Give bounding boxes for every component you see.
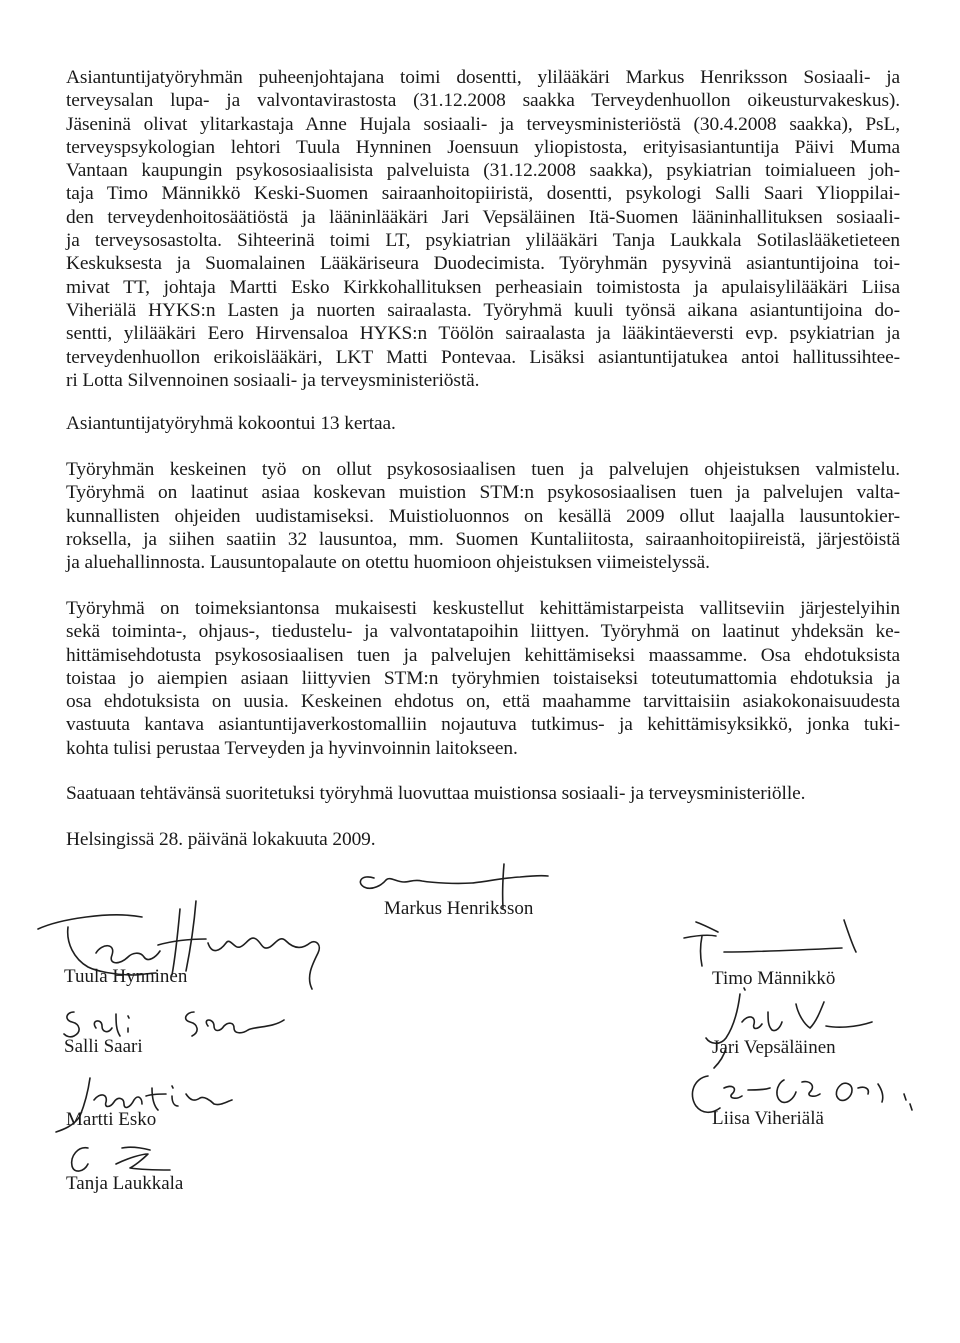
signatory-name: Timo Männikkö xyxy=(712,968,836,989)
text-line: ri Lotta Silvennoinen sosiaali- ja terveysministeriöstä. xyxy=(66,369,480,391)
text-line: sekä toiminta-, ohjaus-, tiedustelu- ja valvontatapoihin liittyen. Työryhmä on laatinut yhdeksän ke- xyxy=(66,621,900,643)
text-line: Asiantuntijatyöryhmän puheenjohtajana toimi dosentti, ylilääkäri Markus Henriksson Sosiaali- ja xyxy=(66,67,900,88)
text-line: Työryhmän keskeinen työ on ollut psykososiaalisen tuen ja palvelujen ohjeistuksen valmistelu. xyxy=(66,459,900,480)
text-line: Työryhmä on laatinut asiaa koskevan muistion STM:n psykososiaalisen tuen ja palvelujen valta- xyxy=(66,482,900,504)
signatory-name: Markus Henriksson xyxy=(384,898,534,919)
text-line: Jäseninä olivat ylitarkastaja Anne Hujala sosiaali- ja terveysministeriöstä (30.4.2008 saakka), PsL, xyxy=(66,113,900,135)
text-line: taja Timo Männikkö Keski-Suomen sairaanhoitopiiristä, dosentti, psykologi Salli Saari Ylioppilai- xyxy=(66,183,900,205)
text-line: roksella, ja siihen saatiin 32 lausuntoa, mm. Suomen Kuntaliitosta, sairaanhoitopiireistä, järjestöistä xyxy=(66,528,900,550)
text-line: ja aluehallinnosta. Lausuntopalaute on otettu huomioon ohjeistuksen viimeistelyssä. xyxy=(66,552,710,574)
paragraph-proposals xyxy=(66,597,900,760)
text-line: Keskuksesta ja Suomalainen Lääkäriseura Duodecimista. Työryhmän pysyvinä asiantuntijoina toi- xyxy=(66,253,900,275)
signature-timo-mannikko xyxy=(680,910,880,970)
paragraph-main-work xyxy=(66,458,900,574)
text-line: Saatuaan tehtävänsä suoritetuksi työryhmä luovuttaa muistionsa sosiaali- ja terveysministeriölle. xyxy=(66,783,806,804)
signatory-name: Liisa Viheriälä xyxy=(712,1108,824,1129)
text-line: hittämisehdotusta psykososiaalisen tuen ja palvelujen kehittämiseksi maassamme. Osa ehdotuksista xyxy=(66,644,900,666)
signatory-name: Tuula Hynninen xyxy=(64,966,188,987)
paragraph-handover xyxy=(66,782,900,805)
text-line: den terveydenhoitosäätiöstä ja lääninlääkäri Jari Vepsäläinen Itä-Suomen lääninhallituksen sosiaali- xyxy=(66,206,900,228)
text-line: toistaa jo aiempien asiaan liittyvien STM:n työryhmien toistaiseksi toteutumattomia ehdotuksia ja xyxy=(66,667,900,689)
text-line: mivat TT, johtaja Martti Esko Kirkkohallituksen perheasiain toimistosta ja apulaisylilääkäri Liisa xyxy=(66,276,900,298)
text-line: osa ehdotuksista on uusia. Keskeinen ehdotus on, että maahamme tarvittaisiin asiakokonaisuudesta xyxy=(66,691,900,713)
signatory-name: Martti Esko xyxy=(66,1109,157,1130)
place-and-date xyxy=(66,828,900,851)
text-line: kohta tulisi perustaa Terveyden ja hyvinvoinnin laitokseen. xyxy=(66,737,518,759)
text-line: terveysalan lupa- ja valvontavirastosta (31.12.2008 saakka Terveydenhuollon oikeusturvakeskus). xyxy=(66,90,900,112)
text-line: ja terveysosastolta. Sihteerinä toimi LT, psykiatrian ylilääkäri Tanja Laukkala Sotilaslääketieteen xyxy=(66,230,900,252)
paragraph-meetings xyxy=(66,412,900,435)
text-line: Viheriälä HYKS:n Lasten ja nuorten sairaalasta. Työryhmä kuuli työnsä aikana asiantuntijoina do- xyxy=(66,299,900,321)
signatory-name: Tanja Laukkala xyxy=(66,1173,184,1194)
text-line: vastuuta kantava asiantuntijaverkostomalliin nojautuva tutkimus- ja kehittämisyksikkö, jonka tuki- xyxy=(66,714,900,736)
text-line: terveyspsykologian lehtori Tuula Hynninen Joensuun yliopistosta, erityisasiantuntija Päivi Muma xyxy=(66,136,900,158)
text-line: Asiantuntijatyöryhmä kokoontui 13 kertaa. xyxy=(66,413,396,434)
signatory-name: Salli Saari xyxy=(64,1036,143,1057)
text-line: sentti, ylilääkäri Eero Hirvensaloa HYKS:n Töölön sairaalasta ja lääkintäeversti evp. psykiatrian ja xyxy=(66,323,900,345)
text-line: Vantaan kaupungin psykososiaalisista palveluista (31.12.2008 saakka), psykiatrian toimialueen joh- xyxy=(66,160,900,182)
paragraph-working-group-members xyxy=(66,66,900,392)
signatory-name: Jari Vepsäläinen xyxy=(712,1037,836,1058)
text-line: Työryhmä on toimeksiantonsa mukaisesti keskustellut kehittämistarpeista vallitseviin järjestelyihin xyxy=(66,598,900,619)
text-line: kunnallisten ohjeiden uudistamiseksi. Muistioluonnos on kesällä 2009 ollut laajalla lausuntokier- xyxy=(66,505,900,527)
text-line: terveydenhuollon erikoislääkäri, LKT Matti Pontevaa. Lisäksi asiantuntijatukea antoi hallitussihtee- xyxy=(66,346,900,368)
text-line: Helsingissä 28. päivänä lokakuuta 2009. xyxy=(66,829,376,850)
